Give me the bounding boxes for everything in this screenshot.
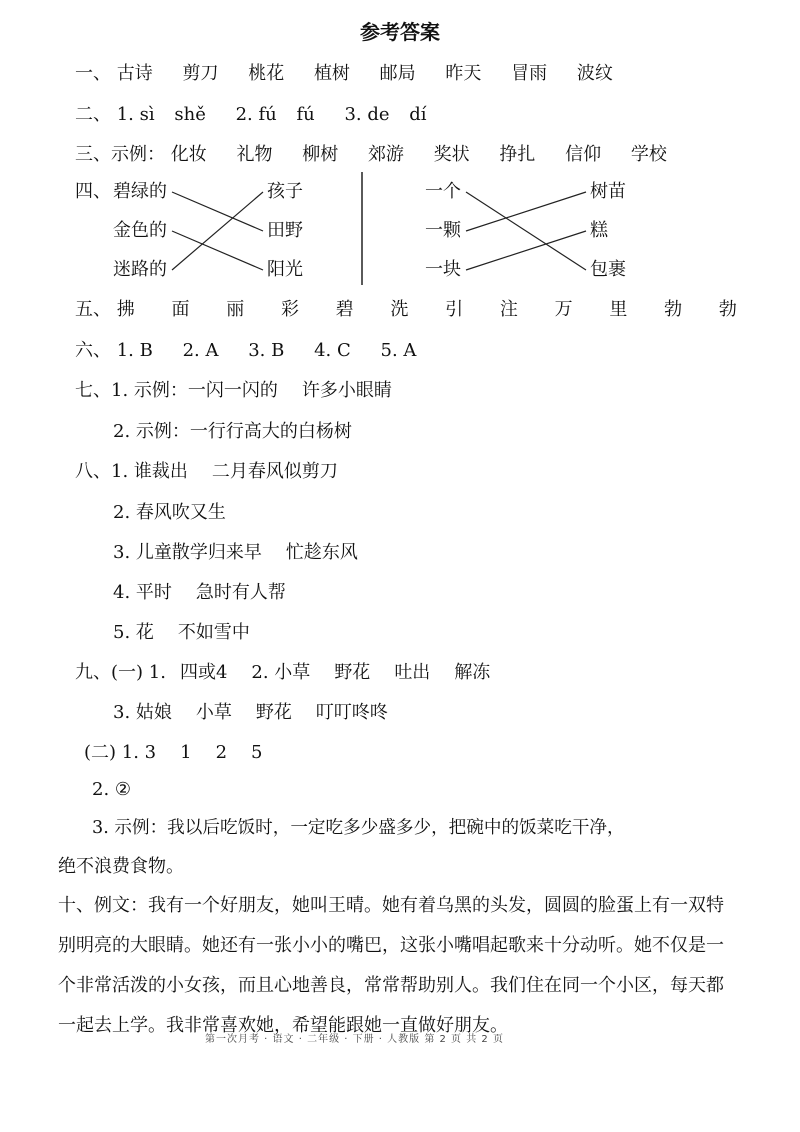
q8-line-5 bbox=[113, 621, 250, 645]
q9-answer: 2. 小草 bbox=[251, 662, 311, 683]
match-line bbox=[172, 192, 263, 231]
q3-word: 柳树 bbox=[302, 144, 339, 165]
q6-item: 2. A bbox=[182, 340, 219, 361]
q3-word: 礼物 bbox=[236, 144, 273, 165]
q9-answer: 四或4 bbox=[179, 662, 228, 683]
q10-essay: 十、例文：我有一个好朋友，她叫王晴。她有着乌黑的头发，圆圆的脸蛋上有一双特别明亮的大眼睛。她还有一张小小的嘴巴，这张小嘴唱起歌来十分动听。她不仅是一个非常活泼的小女孩，而且心地善良，常常帮助别人。我们住在同一个小区，每天都一起去上学。我非常喜欢她，希望能跟她一直做好朋友。 bbox=[58, 895, 724, 1036]
q5-char: 洗 bbox=[390, 299, 409, 320]
q6-item: 5. A bbox=[380, 340, 417, 361]
q3-prefix: 示例： bbox=[111, 144, 165, 165]
q2-item: fú bbox=[296, 104, 315, 125]
q4-right-word: 一颗 bbox=[425, 220, 461, 241]
q9-answer: 5 bbox=[251, 742, 263, 763]
q9-label: 九、 bbox=[75, 662, 111, 683]
q2-item: 3. de bbox=[344, 104, 390, 125]
q5-char: 万 bbox=[554, 299, 573, 320]
q7-answer: 许多小眼睛 bbox=[301, 380, 392, 401]
q8-answer: 二月春风似剪刀 bbox=[211, 461, 338, 482]
page-title: 参考答案 bbox=[360, 20, 440, 44]
q1-word: 邮局 bbox=[379, 63, 416, 84]
q8-answer: 4. 平时 bbox=[113, 582, 172, 603]
q9-line-2 bbox=[113, 701, 412, 725]
q3-word: 挣扎 bbox=[499, 144, 536, 165]
q5-line bbox=[75, 298, 737, 322]
q8-line-3 bbox=[113, 541, 358, 565]
q2-item: dí bbox=[409, 104, 427, 125]
match-line bbox=[466, 192, 586, 270]
q4-left-target: 阳光 bbox=[267, 259, 303, 280]
q5-char: 面 bbox=[171, 299, 190, 320]
q7-answer: 1. 示例：一闪一闪的 bbox=[111, 380, 278, 401]
q8-answer: 5. 花 bbox=[113, 622, 154, 643]
q2-label: 二、 bbox=[75, 104, 111, 125]
q1-word: 古诗 bbox=[116, 63, 153, 84]
q3-word: 信仰 bbox=[565, 144, 602, 165]
q9-answer: 野花 bbox=[334, 662, 371, 683]
q2-item: shě bbox=[174, 104, 206, 125]
q9-line-3 bbox=[84, 741, 286, 765]
q4-left-word: 迷路的 bbox=[113, 259, 167, 280]
q4-left-target: 田野 bbox=[267, 220, 303, 241]
q5-char: 碧 bbox=[335, 299, 354, 320]
q4-left-word: 金色的 bbox=[113, 220, 167, 241]
q5-char: 勃 bbox=[718, 299, 737, 320]
q6-item: 1. B bbox=[116, 340, 153, 361]
match-line bbox=[172, 231, 263, 270]
q8-line-4 bbox=[113, 581, 286, 605]
q4-match-lines bbox=[0, 0, 800, 300]
q1-word: 冒雨 bbox=[511, 63, 548, 84]
q6-item: 4. C bbox=[314, 340, 351, 361]
q5-char: 注 bbox=[499, 299, 518, 320]
q3-word: 学校 bbox=[630, 144, 667, 165]
q5-char: 勃 bbox=[664, 299, 683, 320]
q5-char: 丽 bbox=[226, 299, 245, 320]
q9-answer: 3. 姑娘 bbox=[113, 702, 172, 723]
q3-label: 三、 bbox=[75, 144, 111, 165]
q9-line-4: 2. ② bbox=[92, 779, 132, 800]
q1-word: 植树 bbox=[313, 63, 350, 84]
q4-right-target: 树苗 bbox=[590, 181, 626, 202]
q7-line-2: 2. 示例：一行行高大的白杨树 bbox=[113, 421, 352, 442]
q8-line-2: 2. 春风吹又生 bbox=[113, 502, 226, 523]
q3-word: 化妆 bbox=[170, 144, 207, 165]
q9-answer: (一) 1. bbox=[111, 662, 166, 683]
q4-right-target: 包裹 bbox=[590, 259, 626, 280]
q9-answer: (二) 1. 3 bbox=[84, 742, 157, 763]
q7-line-1 bbox=[75, 379, 392, 403]
q9-line-5: 3. 示例：我以后吃饭时，一定吃多少盛多少，把碗中的饭菜吃干净， bbox=[92, 818, 625, 838]
q8-answer: 1. 谁裁出 bbox=[111, 461, 188, 482]
q9-answer: 吐出 bbox=[394, 662, 431, 683]
q9-answer: 叮叮咚咚 bbox=[315, 702, 388, 723]
q5-label: 五、 bbox=[75, 299, 111, 320]
q1-label: 一、 bbox=[75, 63, 111, 84]
q1-word: 桃花 bbox=[248, 63, 285, 84]
q9-answer: 解冻 bbox=[454, 662, 491, 683]
q1-word: 昨天 bbox=[445, 63, 482, 84]
q4-right-target: 糕 bbox=[590, 220, 608, 241]
q3-word: 郊游 bbox=[367, 144, 404, 165]
q6-label: 六、 bbox=[75, 340, 111, 361]
q8-line-1 bbox=[75, 460, 338, 484]
q6-line bbox=[75, 339, 440, 363]
q1-word: 剪刀 bbox=[182, 63, 219, 84]
q1-word: 波纹 bbox=[576, 63, 613, 84]
match-line bbox=[172, 192, 263, 270]
q4-left-target: 孩子 bbox=[267, 181, 303, 202]
q4-right-word: 一块 bbox=[425, 259, 461, 280]
q9-answer: 1 bbox=[180, 742, 192, 763]
q5-char: 彩 bbox=[280, 299, 299, 320]
q4-label: 四、 bbox=[75, 181, 111, 202]
q9-line-6: 绝不浪费食物。 bbox=[58, 856, 184, 877]
q5-char: 里 bbox=[609, 299, 628, 320]
match-line bbox=[466, 192, 586, 231]
q5-char: 拂 bbox=[116, 299, 135, 320]
q8-answer: 3. 儿童散学归来早 bbox=[113, 542, 262, 563]
page-footer: 第一次月考 · 语文 · 二年级 · 下册 · 人教版 第 2 页 共 2 页 bbox=[205, 1034, 504, 1045]
q9-answer: 2 bbox=[215, 742, 228, 763]
q4-right-word: 一个 bbox=[425, 181, 461, 202]
q2-item: 2. fú bbox=[235, 104, 277, 125]
q2-item: 1. sì bbox=[116, 104, 155, 125]
q9-answer: 小草 bbox=[195, 702, 232, 723]
q9-line-1 bbox=[75, 661, 514, 685]
q5-char: 引 bbox=[445, 299, 464, 320]
q9-answer: 野花 bbox=[255, 702, 292, 723]
q7-label: 七、 bbox=[75, 380, 111, 401]
q8-answer: 急时有人帮 bbox=[195, 582, 286, 603]
q8-answer: 不如雪中 bbox=[177, 622, 250, 643]
q6-item: 3. B bbox=[248, 340, 285, 361]
q3-word: 奖状 bbox=[433, 144, 470, 165]
q4-left-word: 碧绿的 bbox=[113, 181, 167, 202]
q8-label: 八、 bbox=[75, 461, 111, 482]
match-line bbox=[466, 231, 586, 270]
q8-answer: 忙趁东风 bbox=[285, 542, 358, 563]
